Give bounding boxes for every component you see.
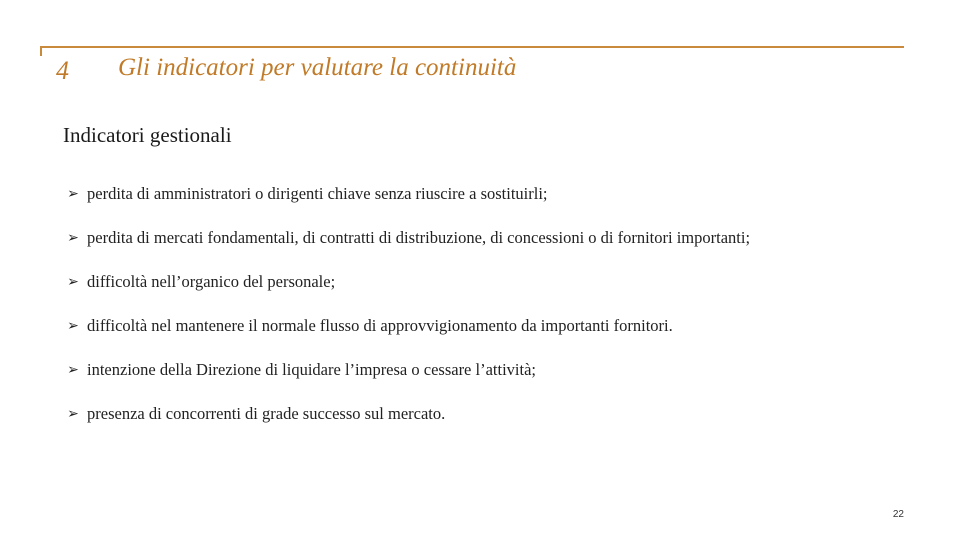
bullet-item [66,348,750,392]
bullet-item [66,260,750,304]
bullet-text: difficoltà nel mantenere il normale flusso di approvvigionamento da importanti fornitori. [87,316,673,335]
arrow-bullet-icon: ➢ [67,362,79,378]
arrow-bullet-icon: ➢ [67,186,79,202]
bullet-text: difficoltà nell’organico del personale; [87,272,336,291]
header-corner-tick [40,46,42,56]
bullet-text: intenzione della Direzione di liquidare l’impresa o cessare l’attività; [87,360,536,379]
page-number: 22 [892,509,904,520]
bullet-item [66,304,750,348]
bullet-item [66,216,750,260]
header-rule [40,46,904,48]
arrow-bullet-icon: ➢ [67,230,79,246]
section-heading: Indicatori gestionali [63,123,232,147]
bullet-text: perdita di amministratori o dirigenti chiave senza riuscire a sostituirli; [87,184,548,203]
arrow-bullet-icon: ➢ [67,274,79,290]
bullet-item [66,172,750,216]
bullet-text: perdita di mercati fondamentali, di contratti di distribuzione, di concessioni o di fornitori importanti; [87,228,751,247]
arrow-bullet-icon: ➢ [67,406,79,422]
slide-title: Gli indicatori per valutare la continuità [118,54,517,81]
bullet-list [66,172,750,436]
arrow-bullet-icon: ➢ [67,318,79,334]
bullet-text: presenza di concorrenti di grade successo sul mercato. [87,404,446,423]
slide-number: 4 [56,56,69,85]
bullet-item [66,392,750,436]
